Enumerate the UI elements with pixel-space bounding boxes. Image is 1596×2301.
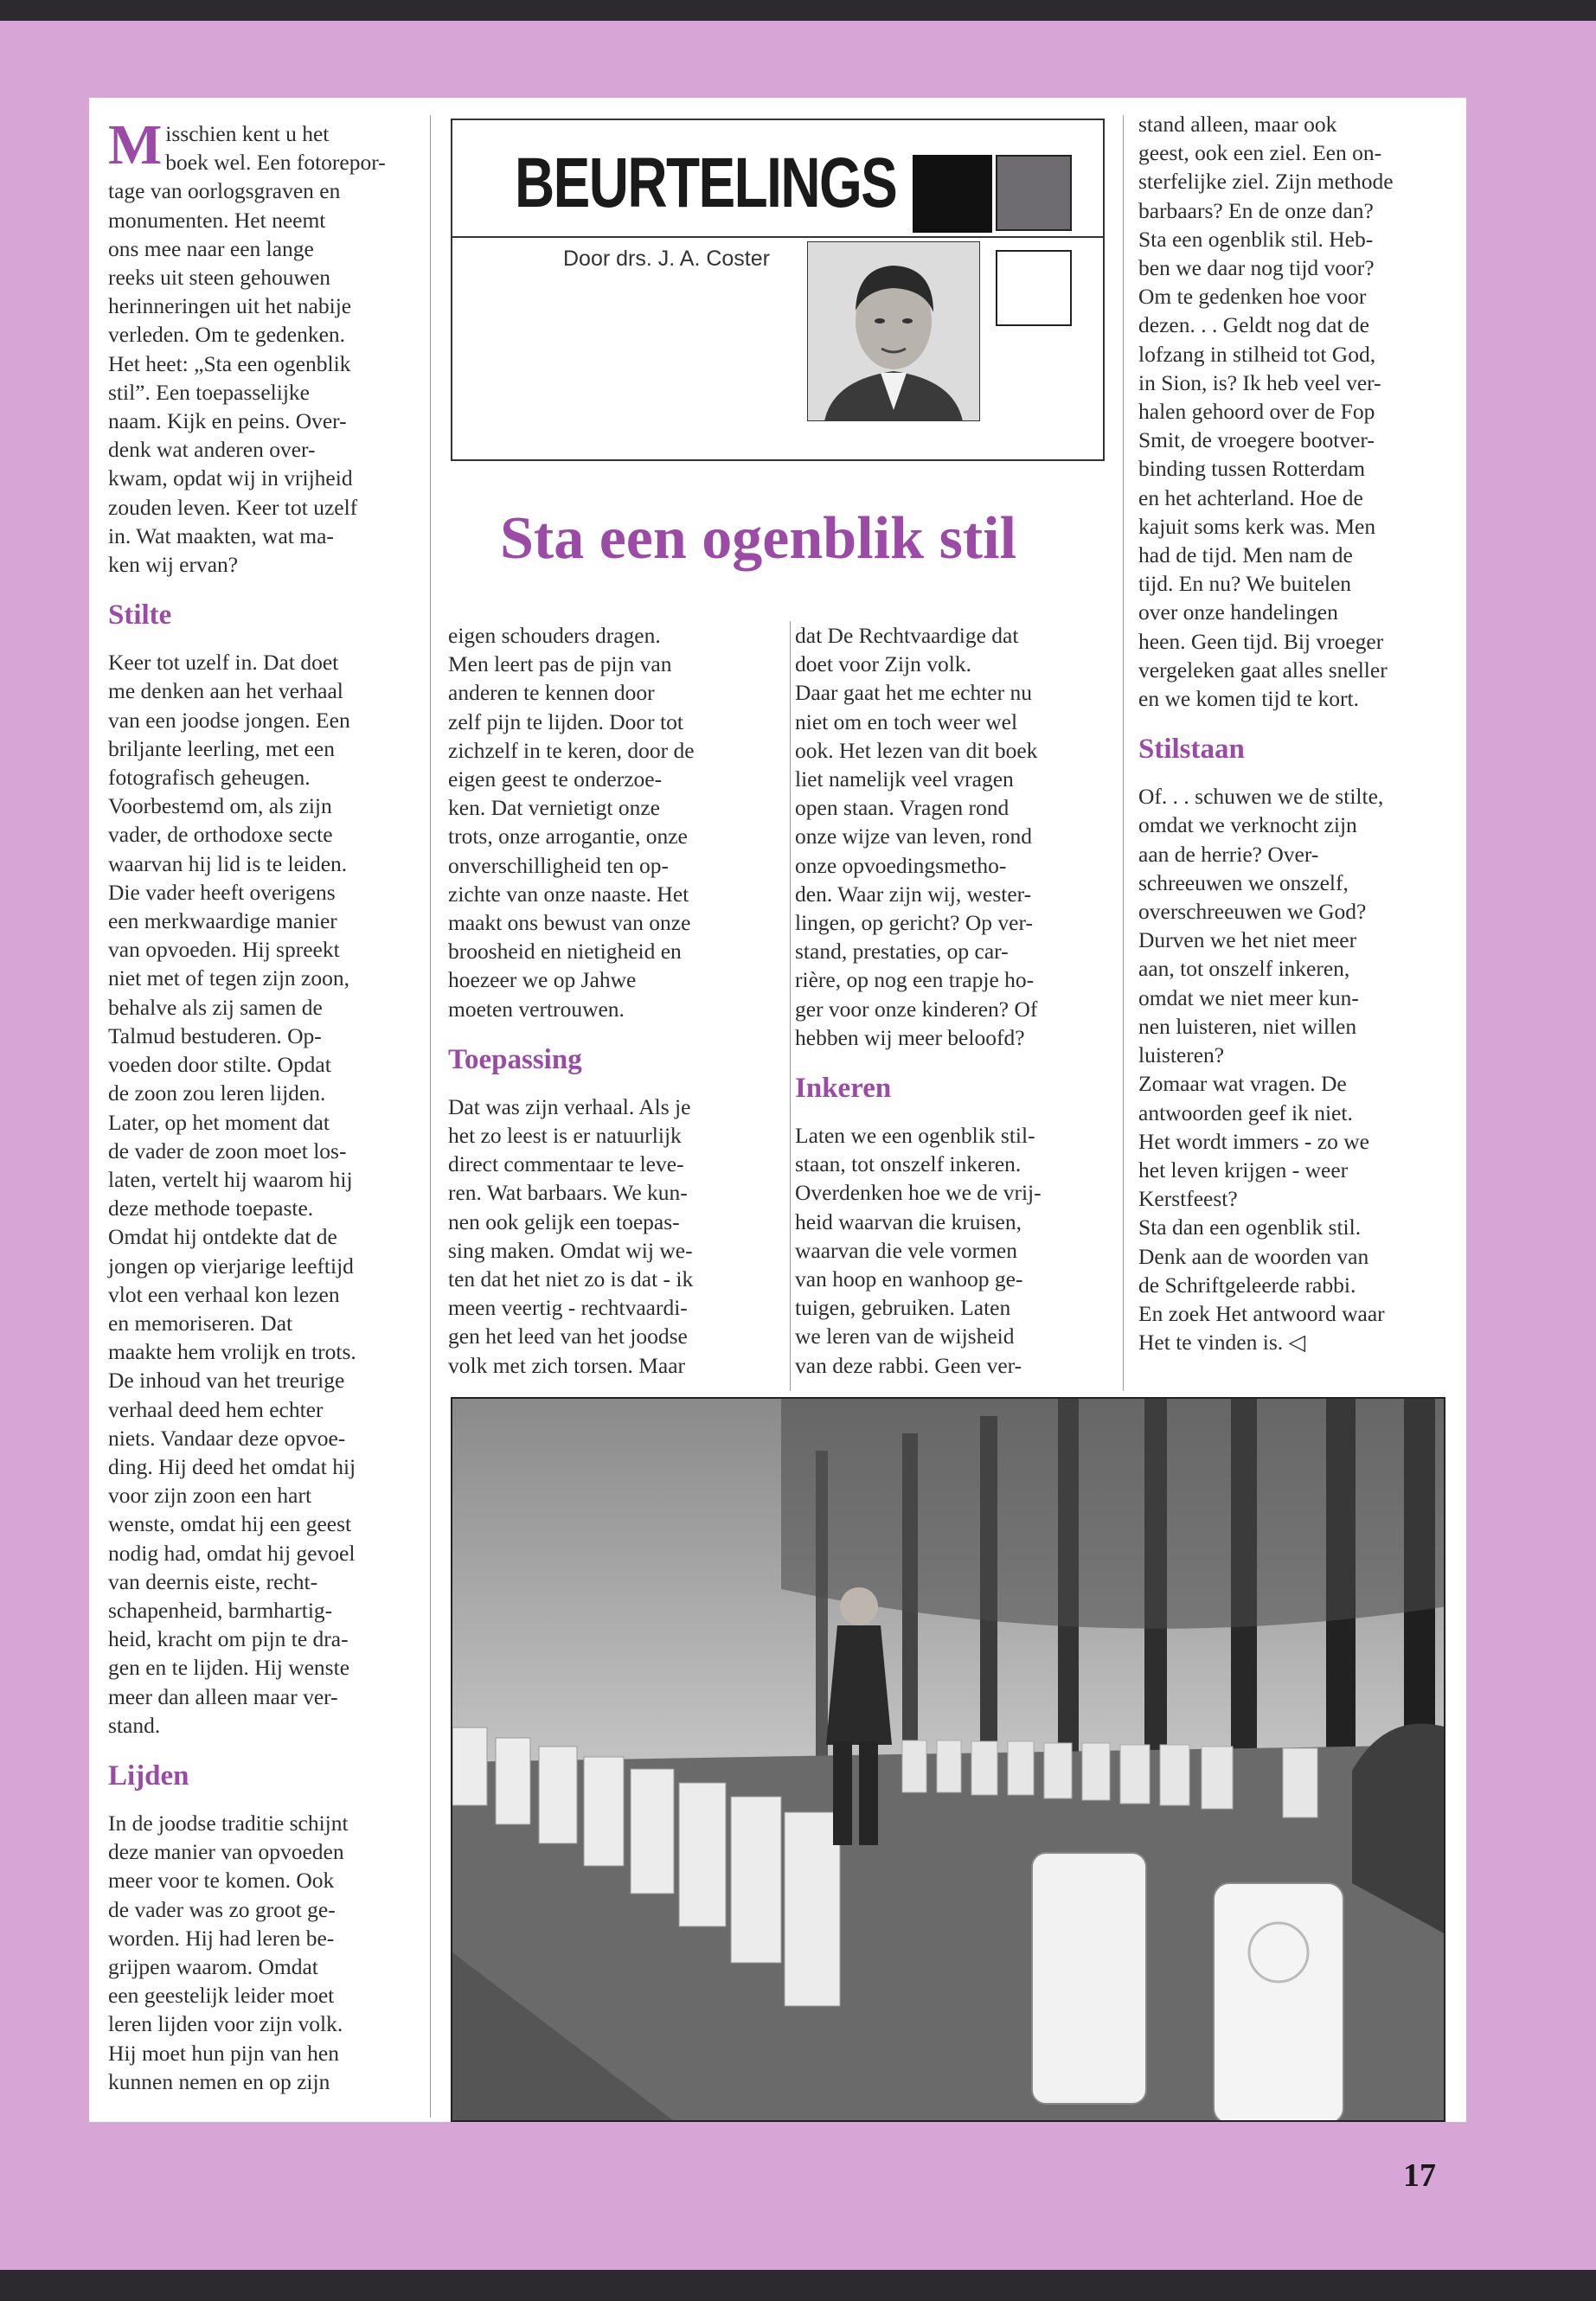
page-number: 17 bbox=[1403, 2157, 1436, 2194]
article-title: Sta een ogenblik stil bbox=[500, 505, 1017, 572]
bottom-border bbox=[0, 2270, 1596, 2301]
header-title-bar bbox=[452, 120, 1103, 238]
dropcap: M bbox=[108, 113, 163, 176]
heading-stilstaan: Stilstaan bbox=[1138, 734, 1245, 766]
decor-square-white bbox=[996, 250, 1072, 326]
intro-paragraph bbox=[108, 113, 437, 579]
magazine-page bbox=[89, 98, 1466, 2194]
column-divider bbox=[1123, 115, 1124, 1391]
stilstaan-text: Of. . . schuwen we de stilte, omdat we verknocht zijn aan de herrie? Over- schreeuwen we onszelf, overschreeuwen we God? Durven we het niet meer aan, tot onszelf inkeren, omdat we niet meer kun- nen luisteren, niet willen luisteren? Zomaar wat vragen. De antwoorden geef ik niet. Het wordt immers - zo we het leven krijgen - weer Kerstfeest? Sta dan een ogenblik stil. Denk aan de woorden van de Schriftgeleerde rabbi. En zoek Het antwoord waar Het te vinden is. ◁ bbox=[1138, 784, 1385, 1356]
byline: Door drs. J. A. Coster bbox=[563, 247, 770, 271]
column-4 bbox=[1138, 110, 1467, 1356]
col3-text: dat De Rechtvaardige dat doet voor Zijn volk. Daar gaat het me echter nu niet om en toch weer wel ook. Het lezen van dit boek liet namelijk veel vragen open staan. Vragen rond onze wijze van leven, rond onze opvoedingsmetho- den. Waar zijn wij, wester- lingen, op gericht? Op ver- stand, prestaties, op car- rière, op nog een trapje ho- ger voor onze kinderen? Of hebben wij meer beloofd? bbox=[795, 623, 1038, 1050]
heading-lijden: Lijden bbox=[108, 1759, 189, 1791]
inkeren-text: Laten we een ogenblik stil- staan, tot onszelf inkeren. Overdenken hoe we de vrij- heid waarvan die kruisen, waarvan die vele vormen van hoop en wanhoop ge- tuigen, gebruiken. Laten we leren van de wijsheid van deze rabbi. Geen ver- bbox=[795, 1123, 1042, 1378]
heading-stilte: Stilte bbox=[108, 599, 172, 631]
heading-toepassing: Toepassing bbox=[448, 1043, 582, 1075]
column-divider bbox=[790, 621, 791, 1391]
column-divider bbox=[430, 115, 431, 2118]
toepassing-text: Dat was zijn verhaal. Als je het zo leest is er natuurlijk direct commentaar te leve- ren. Wat barbaars. We kun- nen ook gelijk een toepas- sing maken. Omdat wij we- ten dat het niet zo is dat - ik meen veertig - rechtvaardi- gen het leed van het joodse volk met zich torsen. Maar bbox=[448, 1093, 694, 1378]
intro-text: isschien kent u het boek wel. Een fotorepor- tage van oorlogsgraven en monumenten. Het neemt ons mee naar een lange reeks uit steen gehouwen herinneringen uit het nabije verleden. Om te gedenken. Het heet: „Sta een ogenblik stil”. Een toepasselijke naam. Kijk en peins. Over- denk wat anderen over- kwam, opdat wij in vrijheid zouden leven. Keer tot uzelf in. Wat maakten, wat ma- ken wij ervan? bbox=[108, 121, 386, 578]
war-cemetery-photo bbox=[451, 1397, 1445, 2122]
decor-square-black bbox=[913, 155, 992, 233]
column-1 bbox=[108, 113, 437, 2096]
author-portrait bbox=[807, 241, 980, 421]
column-2 bbox=[448, 621, 781, 1380]
beurtelings-header bbox=[451, 119, 1105, 461]
column-3 bbox=[795, 621, 1128, 1380]
lijden-text: In de joodse traditie schijnt deze manier van opvoeden meer voor te komen. Ook de vader was zo groot ge- worden. Hij had leren be- grijpen waarom. Omdat een geestelijk leider moet leren lijden voor zijn volk. Hij moet hun pijn van hen kunnen nemen en op zijn bbox=[108, 1810, 349, 2094]
col4-text: stand alleen, maar ook geest, ook een ziel. Een on- sterfelijke ziel. Zijn methode barbaars? En de onze dan? Sta een ogenblik stil. Heb- ben we daar nog tijd voor? Om te gedenken hoe voor dezen. . . Geldt nog dat de lofzang in stilheid tot God, in Sion, is? Ik heb veel ver- halen gehoord over de Fop Smit, de vroegere bootver- binding tussen Rotterdam en het achterland. Hoe de kajuit soms kerk was. Men had de tijd. Men nam de tijd. En nu? We buitelen over onze handelingen heen. Geen tijd. Bij vroeger vergeleken gaat alles sneller en we komen tijd te kort. bbox=[1138, 112, 1394, 712]
stilte-text: Keer tot uzelf in. Dat doet me denken aan het verhaal van een joodse jongen. Een briljante leerling, met een fotografisch geheugen. Voorbestemd om, als zijn vader, de orthodoxe secte waarvan hij lid is te leiden. Die vader heeft overigens een merkwaardige manier van opvoeden. Hij spreekt niet met of tegen zijn zoon, behalve als zij samen de Talmud bestuderen. Op- voeden door stilte. Opdat de zoon zou leren lijden. Later, op het moment dat de vader de zoon moet los- laten, vertelt hij waarom hij deze methode toepaste. Omdat hij ontdekte dat de jongen op vierjarige leeftijd vlot een verhaal kon lezen en memoriseren. Dat maakte hem vrolijk en trots. De inhoud van het treurige verhaal deed hem echter niets. Vandaar deze opvoe- ding. Hij deed het omdat hij voor zijn zoon een hart wenste, omdat hij een geest nodig had, omdat hij gevoel van deernis eiste, recht- schapenheid, barmhartig- heid, kracht om pijn te dra- gen en te lijden. Hij wenste meer dan alleen maar ver- stand. bbox=[108, 650, 356, 1738]
decor-square-grey bbox=[996, 155, 1072, 231]
col2-text: eigen schouders dragen. Men leert pas de pijn van anderen te kennen door zelf pijn te lijden. Door tot zichzelf in te keren, door de eigen geest te onderzoe- ken. Dat vernietigt onze trots, onze arrogantie, onze onverschilligheid ten op- zichte van onze naaste. Het maakt ons bewust van onze broosheid en nietigheid en hoezeer we op Jahwe moeten vertrouwen. bbox=[448, 623, 695, 1022]
top-border bbox=[0, 0, 1596, 21]
series-title: BEURTELINGS bbox=[515, 144, 897, 222]
photo-illustration bbox=[452, 1399, 1445, 2122]
heading-inkeren: Inkeren bbox=[795, 1073, 892, 1105]
